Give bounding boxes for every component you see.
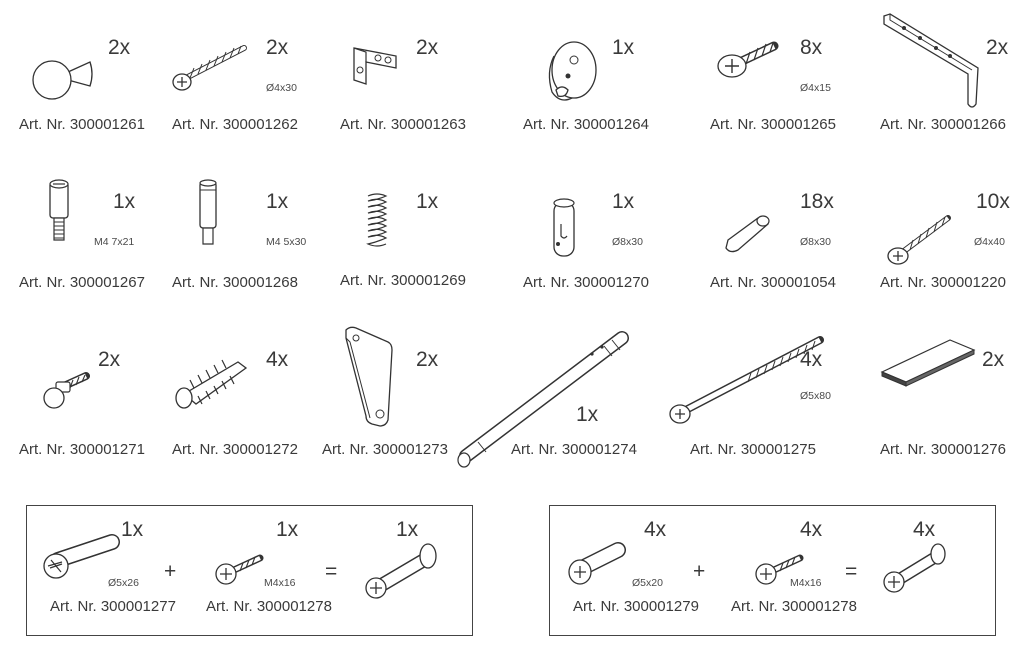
assembly-result-quantity: 4x (913, 518, 936, 541)
part-quantity: 1x (416, 190, 439, 213)
part-quantity: 8x (800, 36, 823, 59)
slotted-pin-icon (550, 194, 578, 262)
article-number: Art. Nr. 300001273 (322, 441, 448, 458)
article-number: Art. Nr. 300001275 (690, 441, 816, 458)
part-quantity: 18x (800, 190, 834, 213)
part-spec: Ø4x15 (800, 82, 831, 94)
article-number: Art. Nr. 300001271 (19, 441, 145, 458)
article-number: Art. Nr. 300001054 (710, 274, 836, 291)
article-number: Art. Nr. 300001270 (523, 274, 649, 291)
part-spec: Ø8x30 (800, 236, 831, 248)
article-number: Art. Nr. 300001276 (880, 441, 1006, 458)
machine-screw-icon (212, 552, 266, 588)
part-spec: Ø4x30 (266, 82, 297, 94)
equals-sign: = (845, 560, 858, 583)
part-spec: M4 5x30 (266, 236, 307, 248)
article-number: Art. Nr. 300001266 (880, 116, 1006, 133)
long-screw-icon (884, 212, 954, 268)
part-spec: Ø5x80 (800, 390, 831, 402)
wall-plug-icon (172, 350, 252, 414)
assembly-first-spec: Ø5x20 (632, 577, 663, 589)
sleeve-bolt-icon (566, 538, 630, 586)
dowel-icon (720, 212, 772, 258)
spring-icon (364, 192, 390, 248)
connector-bolt-icon (880, 540, 950, 596)
short-screw-icon (714, 36, 780, 84)
article-number: Art. Nr. 300001262 (172, 116, 298, 133)
long-bolt-icon (666, 330, 826, 430)
plus-sign: + (693, 560, 706, 583)
assembly-result-quantity: 1x (396, 518, 419, 541)
article-number: Art. Nr. 300001277 (50, 598, 176, 615)
pin-bolt-icon (194, 176, 222, 248)
knob-icon (28, 50, 94, 102)
angle-bracket-icon (344, 42, 404, 90)
part-quantity: 1x (612, 36, 635, 59)
plus-sign: + (164, 560, 177, 583)
part-quantity: 1x (266, 190, 289, 213)
article-number: Art. Nr. 300001265 (710, 116, 836, 133)
assembly-first-quantity: 4x (644, 518, 667, 541)
article-number: Art. Nr. 300001220 (880, 274, 1006, 291)
article-number: Art. Nr. 300001272 (172, 441, 298, 458)
article-number: Art. Nr. 300001274 (511, 441, 637, 458)
article-number: Art. Nr. 300001268 (172, 274, 298, 291)
part-quantity: 1x (113, 190, 136, 213)
part-spec: Ø8x30 (612, 236, 643, 248)
assembly-second-spec: M4x16 (264, 577, 296, 589)
part-quantity: 2x (266, 36, 289, 59)
part-quantity: 2x (986, 36, 1009, 59)
part-quantity: 4x (800, 348, 823, 371)
part-quantity: 10x (976, 190, 1010, 213)
part-spec: M4 7x21 (94, 236, 135, 248)
assembly-second-quantity: 4x (800, 518, 823, 541)
part-quantity: 2x (416, 348, 439, 371)
article-number: Art. Nr. 300001263 (340, 116, 466, 133)
article-number: Art. Nr. 300001261 (19, 116, 145, 133)
part-quantity: 1x (612, 190, 635, 213)
threaded-bolt-icon (42, 178, 74, 244)
part-quantity: 4x (266, 348, 289, 371)
part-quantity: 2x (982, 348, 1005, 371)
article-number: Art. Nr. 300001278 (731, 598, 857, 615)
assembly-second-quantity: 1x (276, 518, 299, 541)
article-number: Art. Nr. 300001279 (573, 598, 699, 615)
wood-screw-icon (170, 42, 254, 94)
l-bracket-icon (880, 12, 984, 110)
mounting-plate-icon (340, 324, 396, 430)
assembly-first-quantity: 1x (121, 518, 144, 541)
part-quantity: 2x (416, 36, 439, 59)
equals-sign: = (325, 560, 338, 583)
article-number: Art. Nr. 300001278 (206, 598, 332, 615)
part-quantity: 2x (108, 36, 131, 59)
article-number: Art. Nr. 300001267 (19, 274, 145, 291)
assembly-second-spec: M4x16 (790, 577, 822, 589)
part-quantity: 2x (98, 348, 121, 371)
connector-bolt-icon (362, 540, 440, 604)
part-quantity: 1x (576, 403, 599, 426)
part-spec: Ø4x40 (974, 236, 1005, 248)
article-number: Art. Nr. 300001269 (340, 272, 466, 289)
adhesive-pad-icon (878, 336, 978, 388)
ball-stud-icon (40, 370, 96, 412)
cam-lock-icon (538, 36, 600, 108)
assembly-first-spec: Ø5x26 (108, 577, 139, 589)
article-number: Art. Nr. 300001264 (523, 116, 649, 133)
